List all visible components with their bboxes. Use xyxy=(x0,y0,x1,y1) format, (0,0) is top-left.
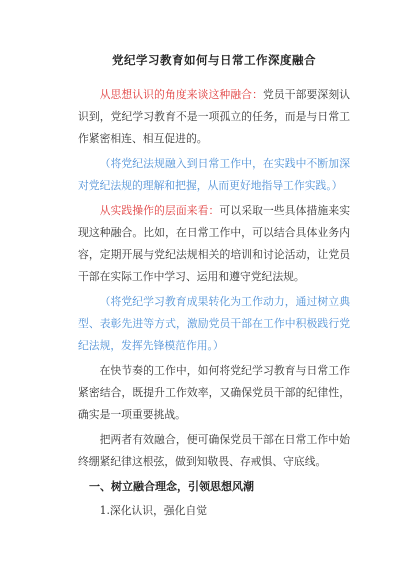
annotation-paragraph-1: （将党纪法规融入到日常工作中，在实践中不断加深对党纪法规的理解和把握，从而更好地指导工作实践。） xyxy=(78,157,350,192)
document-title: 党纪学习教育如何与日常工作深度融合 xyxy=(112,53,316,67)
section-heading-1: 一、树立融合理念，引领思想风潮 xyxy=(89,480,254,493)
paragraph-practice-body: 可以采取一些具体措施来实现这种融合。比如，在日常工作中，可以结合具体业务内容，定期开展与党纪法规相关的培训和讨论活动，让党员干部在实际工作中学习、运用和遵守党纪法规。 xyxy=(78,204,351,283)
paragraph-thought-body: 党员干部要深刻认识到，党纪学习教育不是一项孤立的任务，而是与日常工作紧密相连、相互促进的。 xyxy=(78,88,351,145)
annotation-paragraph-2: （将党纪学习教育成果转化为工作动力，通过树立典型、表彰先进等方式，激励党员干部在工作中积极践行党纪法规，发挥先锋模范作用。） xyxy=(78,295,350,352)
paragraph-thought xyxy=(78,84,350,150)
subsection-heading-1: 1.深化认识，强化自觉 xyxy=(99,504,208,517)
paragraph-integration: 把两者有效融合，便可确保党员干部在日常工作中始终绷紧纪律这根弦，做到知敬畏、存戒惧、守底线。 xyxy=(78,433,350,468)
highlight-lead-thought: 从思想认识的角度来谈这种融合： xyxy=(99,88,263,101)
paragraph-practice xyxy=(78,200,350,288)
highlight-lead-practice: 从实践操作的层面来看： xyxy=(99,204,220,217)
paragraph-challenge: 在快节奏的工作中，如何将党纪学习教育与日常工作紧密结合，既提升工作效率，又确保党员干部的纪律性，确实是一项重要挑战。 xyxy=(78,364,350,421)
